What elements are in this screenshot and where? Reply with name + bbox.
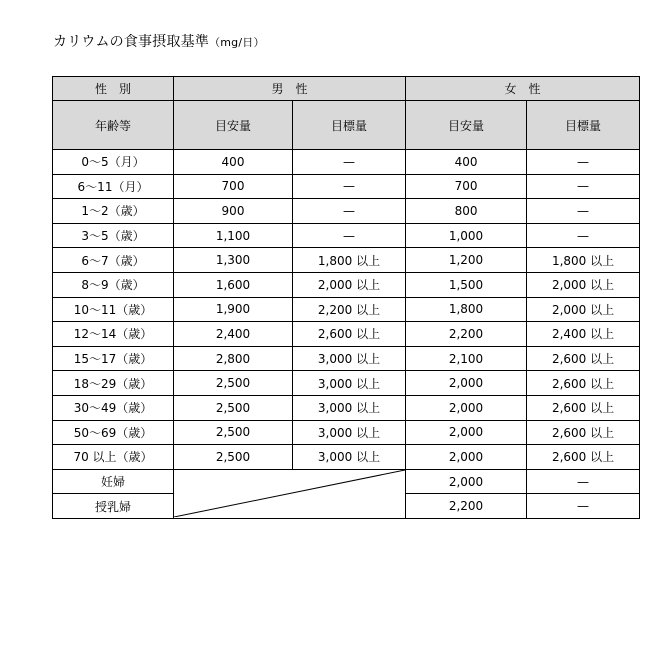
female-ai-cell: 800 bbox=[406, 199, 527, 224]
table-row bbox=[53, 371, 640, 396]
female-ai-cell: 2,200 bbox=[406, 322, 527, 347]
age-cell: 6～11（月） bbox=[53, 174, 174, 199]
age-cell: 70 以上（歳） bbox=[53, 445, 174, 470]
male-ai-cell: 900 bbox=[174, 199, 293, 224]
male-dg-cell: — bbox=[293, 223, 406, 248]
male-ai-cell: 2,500 bbox=[174, 395, 293, 420]
male-dg-cell: 2,200 以上 bbox=[293, 297, 406, 322]
table-row bbox=[53, 395, 640, 420]
age-cell: 50～69（歳） bbox=[53, 420, 174, 445]
header-female: 女 性 bbox=[406, 77, 640, 101]
female-ai-cell: 1,800 bbox=[406, 297, 527, 322]
female-dg-cell: — bbox=[527, 199, 640, 224]
female-ai-cell: 2,000 bbox=[406, 420, 527, 445]
table-row bbox=[53, 346, 640, 371]
male-ai-cell: 1,100 bbox=[174, 223, 293, 248]
title-unit: （mg/日） bbox=[209, 36, 265, 49]
male-dg-cell: 3,000 以上 bbox=[293, 420, 406, 445]
female-ai-cell: 1,500 bbox=[406, 272, 527, 297]
age-cell: 12～14（歳） bbox=[53, 322, 174, 347]
male-dg-cell: — bbox=[293, 199, 406, 224]
male-dg-cell: 2,600 以上 bbox=[293, 322, 406, 347]
male-dg-cell: 2,000 以上 bbox=[293, 272, 406, 297]
male-dg-cell: 3,000 以上 bbox=[293, 395, 406, 420]
header-female-ai: 目安量 bbox=[406, 101, 527, 150]
table-row bbox=[53, 174, 640, 199]
female-dg-cell: 2,400 以上 bbox=[527, 322, 640, 347]
header-row-sex bbox=[53, 77, 640, 101]
not-applicable-cell bbox=[174, 469, 406, 518]
header-male: 男 性 bbox=[174, 77, 406, 101]
female-ai-cell: 1,200 bbox=[406, 248, 527, 273]
female-dg-cell: 2,600 以上 bbox=[527, 445, 640, 470]
table-row-pregnant bbox=[53, 469, 640, 494]
male-dg-cell: 3,000 以上 bbox=[293, 371, 406, 396]
female-dg-cell: 2,600 以上 bbox=[527, 395, 640, 420]
age-cell: 0～5（月） bbox=[53, 150, 174, 175]
female-ai-cell: 700 bbox=[406, 174, 527, 199]
male-ai-cell: 1,300 bbox=[174, 248, 293, 273]
male-dg-cell: 3,000 以上 bbox=[293, 346, 406, 371]
female-ai-cell: 2,000 bbox=[406, 395, 527, 420]
female-dg-cell: 2,600 以上 bbox=[527, 371, 640, 396]
header-male-ai: 目安量 bbox=[174, 101, 293, 150]
age-cell: 10～11（歳） bbox=[53, 297, 174, 322]
male-dg-cell: 1,800 以上 bbox=[293, 248, 406, 273]
diagonal-line bbox=[174, 470, 405, 517]
male-ai-cell: 2,400 bbox=[174, 322, 293, 347]
female-ai-cell: 2,000 bbox=[406, 445, 527, 470]
table-row bbox=[53, 248, 640, 273]
female-dg-cell: 2,000 以上 bbox=[527, 272, 640, 297]
age-cell: 18～29（歳） bbox=[53, 371, 174, 396]
female-dg-cell: 2,600 以上 bbox=[527, 346, 640, 371]
female-ai-cell: 2,000 bbox=[406, 469, 527, 494]
header-male-dg: 目標量 bbox=[293, 101, 406, 150]
header-age: 年齢等 bbox=[53, 101, 174, 150]
special-label-cell: 授乳婦 bbox=[53, 494, 174, 519]
female-dg-cell: — bbox=[527, 150, 640, 175]
female-dg-cell: — bbox=[527, 469, 640, 494]
table-row bbox=[53, 322, 640, 347]
table-row bbox=[53, 150, 640, 175]
age-cell: 30～49（歳） bbox=[53, 395, 174, 420]
age-cell: 3～5（歳） bbox=[53, 223, 174, 248]
male-ai-cell: 2,500 bbox=[174, 420, 293, 445]
female-ai-cell: 2,100 bbox=[406, 346, 527, 371]
female-dg-cell: 2,600 以上 bbox=[527, 420, 640, 445]
male-ai-cell: 2,500 bbox=[174, 371, 293, 396]
male-ai-cell: 400 bbox=[174, 150, 293, 175]
age-cell: 6～7（歳） bbox=[53, 248, 174, 273]
age-cell: 15～17（歳） bbox=[53, 346, 174, 371]
table-row bbox=[53, 223, 640, 248]
table-row bbox=[53, 297, 640, 322]
male-ai-cell: 2,800 bbox=[174, 346, 293, 371]
female-ai-cell: 2,000 bbox=[406, 371, 527, 396]
age-cell: 8～9（歳） bbox=[53, 272, 174, 297]
special-label-cell: 妊婦 bbox=[53, 469, 174, 494]
male-ai-cell: 1,900 bbox=[174, 297, 293, 322]
male-dg-cell: — bbox=[293, 174, 406, 199]
table-row bbox=[53, 272, 640, 297]
female-dg-cell: 2,000 以上 bbox=[527, 297, 640, 322]
table-row bbox=[53, 445, 640, 470]
age-cell: 1～2（歳） bbox=[53, 199, 174, 224]
female-dg-cell: — bbox=[527, 223, 640, 248]
female-dg-cell: 1,800 以上 bbox=[527, 248, 640, 273]
title-text: カリウムの食事摂取基準 bbox=[53, 34, 210, 50]
table-row bbox=[53, 420, 640, 445]
table-row bbox=[53, 199, 640, 224]
male-ai-cell: 1,600 bbox=[174, 272, 293, 297]
male-ai-cell: 700 bbox=[174, 174, 293, 199]
document-title bbox=[53, 32, 265, 53]
potassium-intake-table bbox=[52, 76, 640, 519]
female-ai-cell: 400 bbox=[406, 150, 527, 175]
female-dg-cell: — bbox=[527, 174, 640, 199]
male-ai-cell: 2,500 bbox=[174, 445, 293, 470]
header-row-measures bbox=[53, 101, 640, 150]
header-sex: 性 別 bbox=[53, 77, 174, 101]
female-ai-cell: 1,000 bbox=[406, 223, 527, 248]
male-dg-cell: — bbox=[293, 150, 406, 175]
header-female-dg: 目標量 bbox=[527, 101, 640, 150]
male-dg-cell: 3,000 以上 bbox=[293, 445, 406, 470]
female-dg-cell: — bbox=[527, 494, 640, 519]
female-ai-cell: 2,200 bbox=[406, 494, 527, 519]
